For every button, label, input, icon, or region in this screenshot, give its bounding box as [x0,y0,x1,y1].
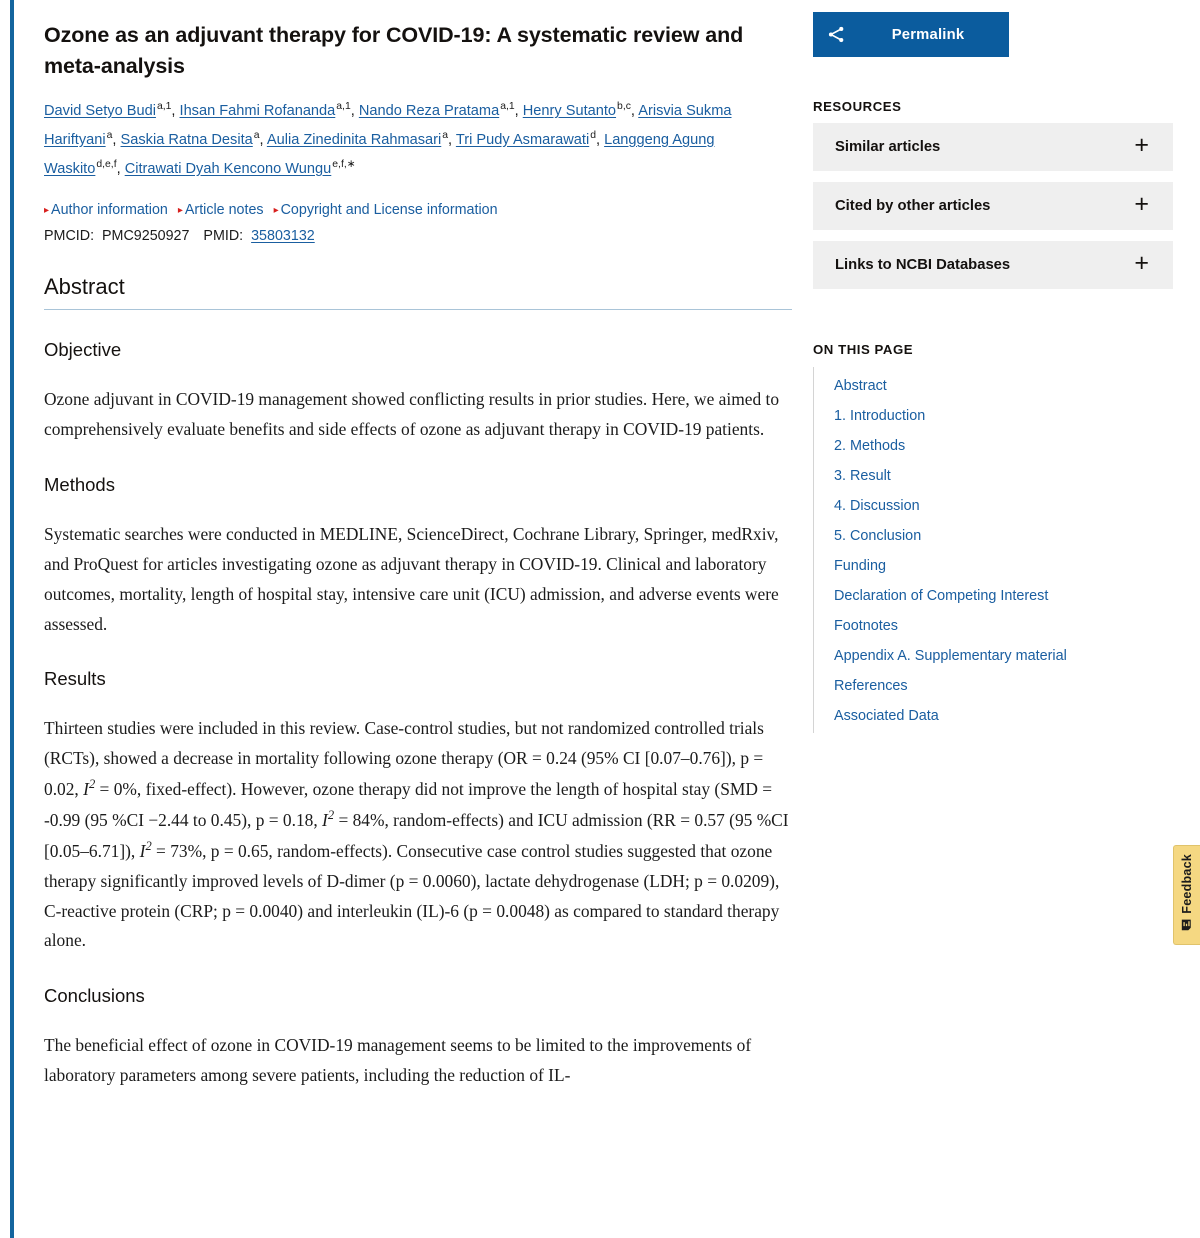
author-link[interactable]: Tri Pudy Asmarawati [455,131,590,148]
author-affiliation-marker: a [106,130,113,142]
resources-list [813,123,1173,289]
author-affiliation-marker: d [590,130,596,142]
pmid-link[interactable]: 35803132 [251,227,315,244]
author-separator: , [630,103,639,120]
permalink-label: Permalink [891,26,965,43]
results-text-3: = 84%, random-effects) and ICU admission (RR = 0.57 (95 %CI [0.05–6.71]), [44,809,789,861]
author-separator: , [595,131,605,148]
feedback-tab[interactable] [1173,845,1200,945]
resource-label: Similar articles [835,139,941,155]
pmid-label: PMID: [203,227,244,244]
author-link[interactable]: Citrawati Dyah Kencono Wungu [124,160,332,177]
list-item [814,671,1173,701]
i-squared-exponent-2: 2 [327,808,335,823]
author-separator: , [116,160,125,177]
author-affiliation-marker: a,1 [336,101,351,113]
triangle-bullet-icon: ▸ [273,204,279,216]
expand-plus-icon[interactable]: + [1134,190,1149,218]
i-squared-exponent-1: 2 [88,777,96,792]
list-item [814,611,1173,641]
on-this-page-link[interactable]: Associated Data [834,708,939,724]
results-text-2: = 0%, fixed-effect). However, ozone therapy did not improve the length of hospital stay (SMD = -0.99 (95 %CI −2.44 to 0.45), p = 0.18, [44,779,773,830]
permalink-button[interactable] [813,12,1009,57]
author-separator: , [259,131,267,148]
author-link[interactable]: Arisvia Sukma Hariftyani [44,103,732,148]
author-link[interactable]: David Setyo Budi [44,103,156,120]
expand-plus-icon[interactable]: + [1134,249,1149,277]
on-this-page-link[interactable]: 5. Conclusion [834,528,922,544]
resource-accordion-row[interactable] [813,123,1173,171]
on-this-page-link[interactable]: 1. Introduction [834,408,926,424]
meta-link-item[interactable] [44,202,178,218]
resource-label: Links to NCBI Databases [835,257,1011,273]
author-affiliation-marker: a [253,130,260,142]
author-separator: , [171,103,180,120]
author-affiliation-marker: a,1 [500,101,515,113]
abstract-subheading-objective: Objective [44,338,122,360]
list-item [814,521,1173,551]
expand-plus-icon[interactable]: + [1134,131,1149,159]
abstract-methods-text: Systematic searches were conducted in MEDLINE, ScienceDirect, Cochrane Library, Springer, medRxiv, and ProQuest for articles investigating ozone as adjuvant therapy in COVID-19. Clinical and laboratory outcomes, mortality, length of hospital stay, intensive care unit (ICU) admission, and adverse events were assessed. [44,523,779,634]
resource-accordion-row[interactable] [813,182,1173,230]
abstract-conclusions-text: The beneficial effect of ozone in COVID-19 management seems to be limited to the improvements of laboratory parameters among severe patients, including the reduction of IL- [44,1035,752,1086]
meta-link-label[interactable]: Author information [51,201,168,218]
resource-accordion-row[interactable] [813,241,1173,289]
author-link[interactable]: Henry Sutanto [522,103,617,120]
i-squared-symbol-1: I [83,779,89,800]
meta-link-item[interactable] [178,202,274,218]
on-this-page-list [813,367,1173,733]
i-squared-symbol-2: I [322,809,328,830]
abstract-subheading-conclusions: Conclusions [44,985,145,1007]
author-affiliation-marker: e,f,∗ [332,158,356,170]
author-link[interactable]: Langgeng Agung Waskito [44,131,715,177]
on-this-page-link[interactable]: Funding [834,558,887,574]
author-separator: , [514,103,523,120]
results-text-4: = 73%, p = 0.65, random-effects). Consecutive case control studies suggested that ozone therapy significantly improved levels of D-dimer (p = 0.0060), lactate dehydrogenase (LDH; p = 0.0209), C-reactive protein (CRP; p = 0.0040) and interleukin (IL)-6 (p = 0.0048) as compared to standard therapy alone. [44,840,780,951]
author-affiliation-marker: a,1 [156,101,172,113]
i-squared-exponent-3: 2 [145,838,152,853]
list-item [814,581,1173,611]
on-this-page-link[interactable]: 2. Methods [834,438,906,454]
resource-label: Cited by other articles [835,198,991,214]
list-item [814,401,1173,431]
triangle-bullet-icon: ▸ [44,204,50,216]
on-this-page-heading: ON THIS PAGE [813,342,914,357]
author-list [44,97,792,184]
abstract-objective-text: Ozone adjuvant in COVID-19 management showed conflicting results in prior studies. Here, we aimed to comprehensively evaluate benefits and side effects of ozone as adjuvant therapy in COVID-19 patients. [44,388,780,439]
on-this-page-link[interactable]: Appendix A. Supplementary material [834,648,1067,664]
share-icon [813,25,859,44]
on-this-page-link[interactable]: 3. Result [834,468,891,484]
author-link[interactable]: Nando Reza Pratama [358,103,500,120]
abstract-results-text [44,714,792,956]
author-separator: , [448,131,456,148]
meta-link-label[interactable]: Article notes [184,201,264,218]
article-main-column [44,20,792,1091]
results-text-1: Thirteen studies were included in this review. Case-control studies, but not randomized controlled trials (RCTs), showed a decrease in mortality following ozone therapy (OR = 0.24 (95% CI [0.07–0.76]), p = 0.02, [44,718,764,800]
resources-heading: RESOURCES [813,99,902,114]
on-this-page-link[interactable]: Declaration of Competing Interest [834,588,1049,604]
on-this-page-link[interactable]: References [834,678,908,694]
list-item [814,371,1173,401]
abstract-heading: Abstract [44,274,792,310]
abstract-subheading-methods: Methods [44,473,115,495]
sidebar [813,12,1173,733]
article-identifiers [44,228,792,244]
article-meta-links [44,202,792,219]
list-item [814,551,1173,581]
pmcid-value: PMC9250927 [102,227,190,244]
on-this-page-link[interactable]: Footnotes [834,618,898,634]
triangle-bullet-icon: ▸ [177,204,183,216]
author-link[interactable]: Saskia Ratna Desita [120,131,253,148]
author-separator: , [112,131,121,148]
list-item [814,701,1173,731]
list-item [814,641,1173,671]
list-item [814,431,1173,461]
author-separator: , [350,103,359,120]
author-link[interactable]: Ihsan Fahmi Rofananda [179,103,336,120]
meta-link-item[interactable] [274,202,508,218]
meta-link-label[interactable]: Copyright and License information [280,201,498,218]
author-affiliation-marker: a [442,130,449,142]
on-this-page-link[interactable]: 4. Discussion [834,498,920,514]
pmcid-label: PMCID: [44,227,95,244]
feedback-label: Feedback [1180,854,1194,914]
author-affiliation-marker: b,c [617,101,631,113]
on-this-page-link[interactable]: Abstract [834,378,887,394]
page-title: Ozone as an adjuvant therapy for COVID-19: A systematic review and meta-analysis [44,23,744,78]
author-affiliation-marker: d,e,f [96,158,117,170]
author-link[interactable]: Aulia Zinedinita Rahmasari [266,131,442,148]
i-squared-symbol-3: I [139,840,146,861]
list-item [814,461,1173,491]
list-item [814,491,1173,521]
abstract-subheading-results: Results [44,668,106,690]
chart-bar-icon [1181,918,1194,936]
